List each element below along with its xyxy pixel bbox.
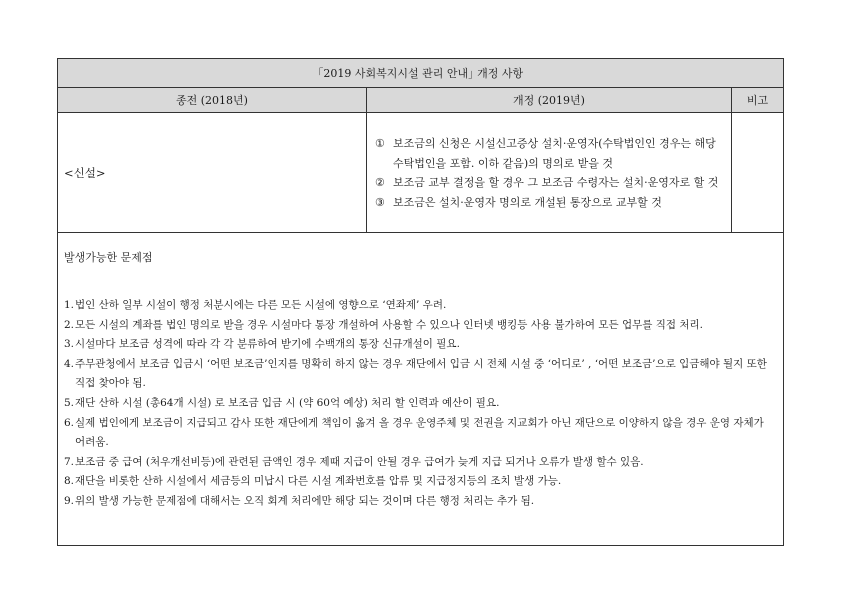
problem-item [64, 296, 777, 316]
problem-item [64, 335, 777, 355]
problem-item [64, 394, 777, 414]
new-item-text: 보조금은 설치·운영자 명의로 개설된 통장으로 교부할 것 [393, 195, 662, 209]
problem-text: 법인 산하 일부 시설이 행정 처분시에는 다른 모든 시설에 영향으로 ‘연좌제’ 우려. [75, 299, 447, 311]
problem-item [64, 316, 777, 336]
problem-number: 1. [64, 299, 75, 311]
problem-text: 주무관청에서 보조금 입금시 ‘어떤 보조금’인지를 명확히 하지 않는 경우 재단에서 입금 시 전체 시설 중 ‘어디로’ , ‘어떤 보조금’으로 입금해야 될지 또한 직접 찾아야 됨. [75, 357, 767, 390]
problem-item [64, 453, 777, 473]
problem-number: 5. [64, 396, 75, 409]
problem-text: 모든 시설의 계좌를 법인 명의로 받을 경우 시설마다 통장 개설하여 사용할 수 있으나 인터넷 뱅킹등 사용 불가하여 모든 업무를 직접 처리. [75, 318, 703, 331]
problem-text: 위의 발생 가능한 문제점에 대해서는 오직 회계 처리에만 해당 되는 것이며 다른 행정 처리는 추가 됨. [75, 494, 535, 507]
new-item [375, 173, 725, 193]
new-item-text: 보조금 교부 결정을 할 경우 그 보조금 수령자는 설치·운영자로 할 것 [393, 176, 719, 189]
problems-row [58, 233, 784, 546]
header-old: 종전 (2018년) [58, 88, 367, 113]
note-content [732, 113, 784, 233]
problem-item [64, 355, 777, 394]
problem-number: 9. [64, 494, 75, 507]
new-item-number: ② [375, 176, 385, 189]
problem-number: 3. [64, 338, 75, 351]
header-new: 개정 (2019년) [367, 88, 732, 113]
problems-section [58, 233, 784, 546]
problem-text: 재단을 비롯한 산하 시설에서 세금등의 미납시 다른 시설 계좌번호를 압류 및 지급정지등의 조치 발생 가능. [75, 475, 562, 488]
table-title-row [58, 59, 784, 88]
new-item-text: 보조금의 신청은 시설신고증상 설치·운영자(수탁법인인 경우는 해당 수탁법인을 포함. 이하 같음)의 명의로 받을 것 [393, 137, 716, 170]
new-item-number: ③ [375, 195, 385, 209]
problem-item [64, 492, 777, 512]
problem-item [64, 472, 777, 492]
problem-item [64, 414, 777, 453]
table-title: ｢2019 사회복지시설 관리 안내｣ 개정 사항 [58, 59, 784, 88]
problem-list [64, 296, 777, 512]
problem-text: 보조금 중 급여 (처우개선비등)에 관련된 금액인 경우 제때 지급이 안될 경우 급여가 늦게 지급 되거나 오류가 발생 할수 있음. [75, 455, 644, 468]
amendment-table [57, 58, 784, 546]
table-header-row [58, 88, 784, 113]
problem-number: 2. [64, 318, 75, 331]
table-body-row [58, 113, 784, 233]
new-content [367, 113, 732, 233]
new-item [375, 193, 725, 213]
problem-number: 7. [64, 455, 75, 468]
problems-heading: 발생가능한 문제점 [64, 251, 153, 264]
old-content: <신설> [58, 113, 367, 233]
header-note: 비고 [732, 88, 784, 113]
problem-text: 재단 산하 시설 (총64개 시설) 로 보조금 입금 시 (약 60억 예상) 처리 할 인력과 예산이 필요. [75, 396, 500, 409]
problem-number: 6. [64, 416, 75, 429]
problem-text: 실제 법인에게 보조금이 지급되고 감사 또한 재단에게 책임이 옮겨 올 경우 운영주체 및 전권을 지교회가 아닌 재단으로 이양하지 않을 경우 운영 자체가 어려움. [75, 416, 764, 449]
problem-text: 시설마다 보조금 성격에 따라 각 각 분류하여 받기에 수백개의 통장 신규개설이 필요. [75, 338, 460, 351]
new-item-number: ① [375, 137, 385, 150]
problem-number: 4. [64, 357, 75, 370]
new-item [375, 134, 725, 173]
problem-number: 8. [64, 475, 75, 488]
